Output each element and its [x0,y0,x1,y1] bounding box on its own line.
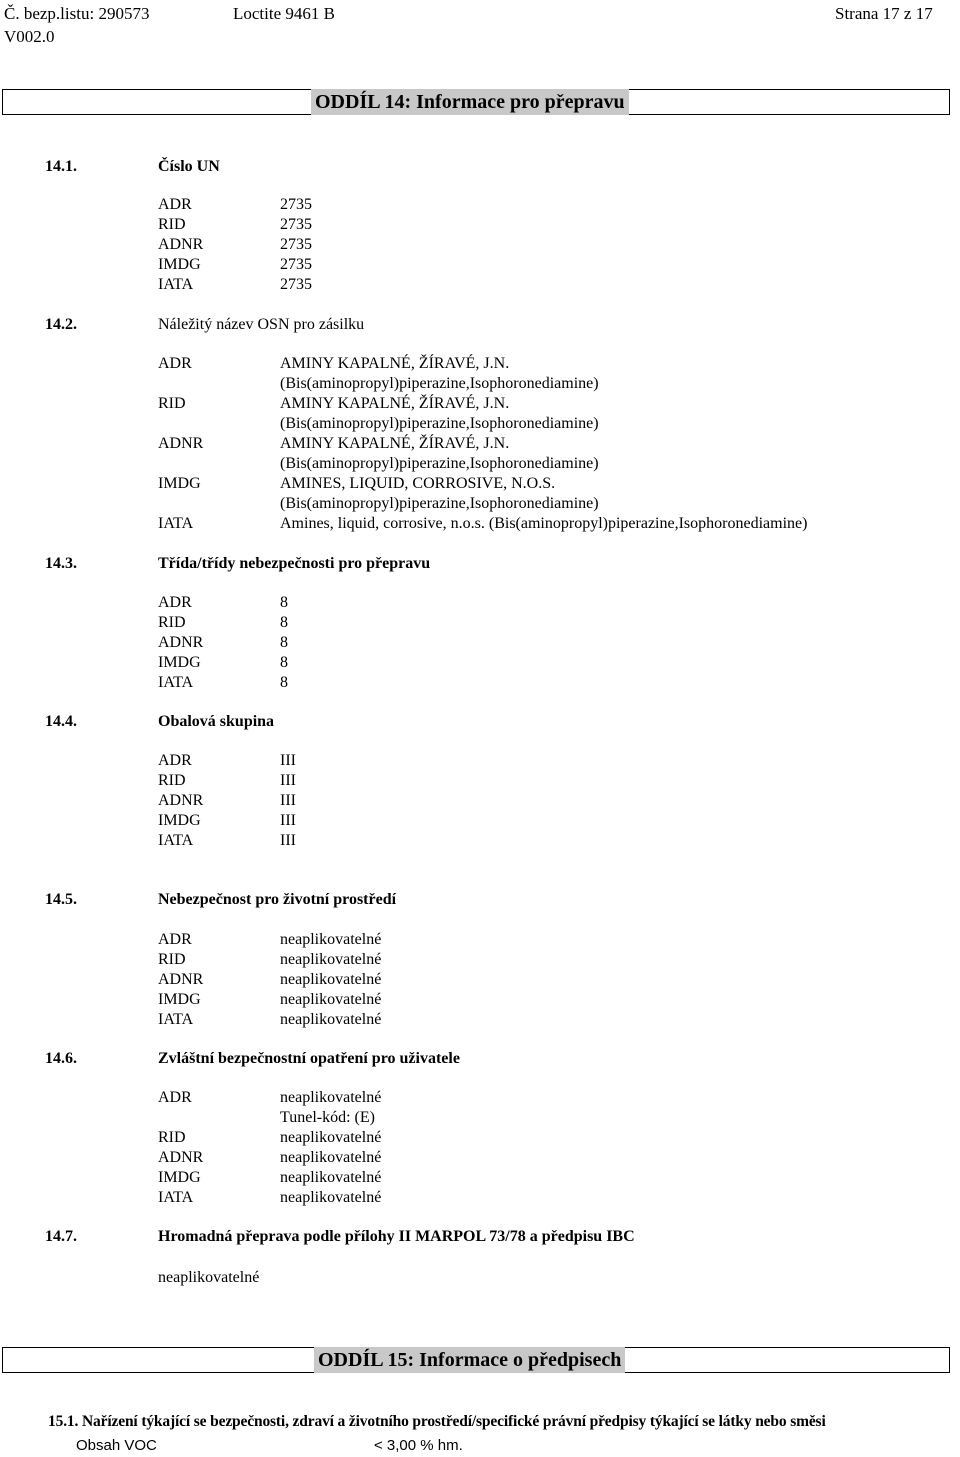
un-number-value: 2735 [280,256,312,273]
packing-group-value: III [280,832,296,849]
un-number-value: 2735 [280,196,312,213]
transport-mode-label: IMDG [158,1169,201,1186]
special-precaution-value: neaplikovatelné [280,1149,382,1166]
transport-mode-label: RID [158,772,186,789]
transport-mode-label: ADR [158,594,192,611]
transport-mode-label: ADNR [158,971,204,988]
transport-mode-label: ADNR [158,236,204,253]
hazard-class-value: 8 [280,614,288,631]
transport-mode-label: RID [158,216,186,233]
subsection-title: Číslo UN [158,158,220,175]
transport-mode-label: IATA [158,1189,194,1206]
un-number-value: 2735 [280,216,312,233]
env-hazard-value: neaplikovatelné [280,991,382,1008]
transport-mode-label: ADNR [158,634,204,651]
transport-mode-label: RID [158,1129,186,1146]
shipping-name-value: Amines, liquid, corrosive, n.o.s. (Bis(aminopropyl)piperazine,Isophoronediamine) [280,515,808,532]
transport-mode-label: IATA [158,515,194,532]
transport-mode-label: ADNR [158,435,204,452]
subsection-number: 14.2. [45,316,77,333]
shipping-name-detail: (Bis(aminopropyl)piperazine,Isophoronediamine) [280,375,599,392]
transport-mode-label: IMDG [158,654,201,671]
hazard-class-value: 8 [280,634,288,651]
version: V002.0 [4,27,55,46]
env-hazard-value: neaplikovatelné [280,931,382,948]
subsection-number: 14.7. [45,1228,77,1245]
transport-mode-label: ADR [158,355,192,372]
section-15-title: ODDÍL 15: Informace o předpisech [314,1347,625,1373]
transport-mode-label: ADR [158,1089,192,1106]
transport-mode-label: ADR [158,196,192,213]
un-number-value: 2735 [280,276,312,293]
subsection-number: 14.4. [45,713,77,730]
section-14-title: ODDÍL 14: Informace pro přepravu [311,89,629,115]
subsection-title: Nebezpečnost pro životní prostředí [158,891,397,908]
transport-mode-label: RID [158,951,186,968]
special-precaution-value: neaplikovatelné [280,1169,382,1186]
transport-mode-label: IMDG [158,991,201,1008]
subsection-number: 14.1. [45,158,77,175]
special-precaution-value: neaplikovatelné [280,1089,382,1106]
subsection-number: 14.5. [45,891,77,908]
subsection-title: Hromadná přeprava podle přílohy II MARPOL 73/78 a předpisu IBC [158,1228,635,1245]
env-hazard-value: neaplikovatelné [280,1011,382,1028]
transport-mode-label: IATA [158,674,194,691]
hazard-class-value: 8 [280,674,288,691]
packing-group-value: III [280,792,296,809]
page-number: Strana 17 z 17 [835,4,933,23]
shipping-name-detail: (Bis(aminopropyl)piperazine,Isophoronediamine) [280,495,599,512]
shipping-name-value: AMINY KAPALNÉ, ŽÍRAVÉ, J.N. [280,355,510,372]
subsection-title: Zvláštní bezpečnostní opatření pro uživatele [158,1050,460,1067]
shipping-name-detail: (Bis(aminopropyl)piperazine,Isophoronediamine) [280,415,599,432]
subsection-15-1-title: 15.1. Nařízení týkající se bezpečnosti, zdraví a životního prostředí/specifické právní předpisy týkající se látky nebo směsi [48,1413,826,1430]
un-number-value: 2735 [280,236,312,253]
transport-mode-label: IMDG [158,475,201,492]
subsection-title: Třída/třídy nebezpečnosti pro přepravu [158,555,431,572]
hazard-class-value: 8 [280,654,288,671]
env-hazard-value: neaplikovatelné [280,951,382,968]
transport-mode-label: IMDG [158,256,201,273]
doc-number: Č. bezp.listu: 290573 [4,4,150,23]
transport-mode-label: ADR [158,752,192,769]
transport-mode-label: IATA [158,276,194,293]
special-precaution-value: neaplikovatelné [280,1189,382,1206]
transport-mode-label: IATA [158,1011,194,1028]
shipping-name-value: AMINY KAPALNÉ, ŽÍRAVÉ, J.N. [280,395,510,412]
product-name: Loctite 9461 B [233,4,335,23]
shipping-name-value: AMINY KAPALNÉ, ŽÍRAVÉ, J.N. [280,435,510,452]
subsection-number: 14.3. [45,555,77,572]
subsection-title: Náležitý název OSN pro zásilku [158,316,365,333]
transport-mode-label: RID [158,614,186,631]
hazard-class-value: 8 [280,594,288,611]
subsection-number: 14.6. [45,1050,77,1067]
voc-label: Obsah VOC [76,1437,157,1454]
tunnel-code: Tunel-kód: (E) [280,1109,375,1126]
transport-mode-label: IATA [158,832,194,849]
transport-mode-label: RID [158,395,186,412]
packing-group-value: III [280,772,296,789]
transport-mode-label: ADNR [158,1149,204,1166]
marpol-value: neaplikovatelné [158,1269,260,1286]
subsection-title: Obalová skupina [158,713,275,730]
packing-group-value: III [280,812,296,829]
packing-group-value: III [280,752,296,769]
transport-mode-label: IMDG [158,812,201,829]
transport-mode-label: ADNR [158,792,204,809]
transport-mode-label: ADR [158,931,192,948]
special-precaution-value: neaplikovatelné [280,1129,382,1146]
voc-value: < 3,00 % hm. [374,1437,463,1454]
env-hazard-value: neaplikovatelné [280,971,382,988]
shipping-name-detail: (Bis(aminopropyl)piperazine,Isophoronediamine) [280,455,599,472]
shipping-name-value: AMINES, LIQUID, CORROSIVE, N.O.S. [280,475,556,492]
